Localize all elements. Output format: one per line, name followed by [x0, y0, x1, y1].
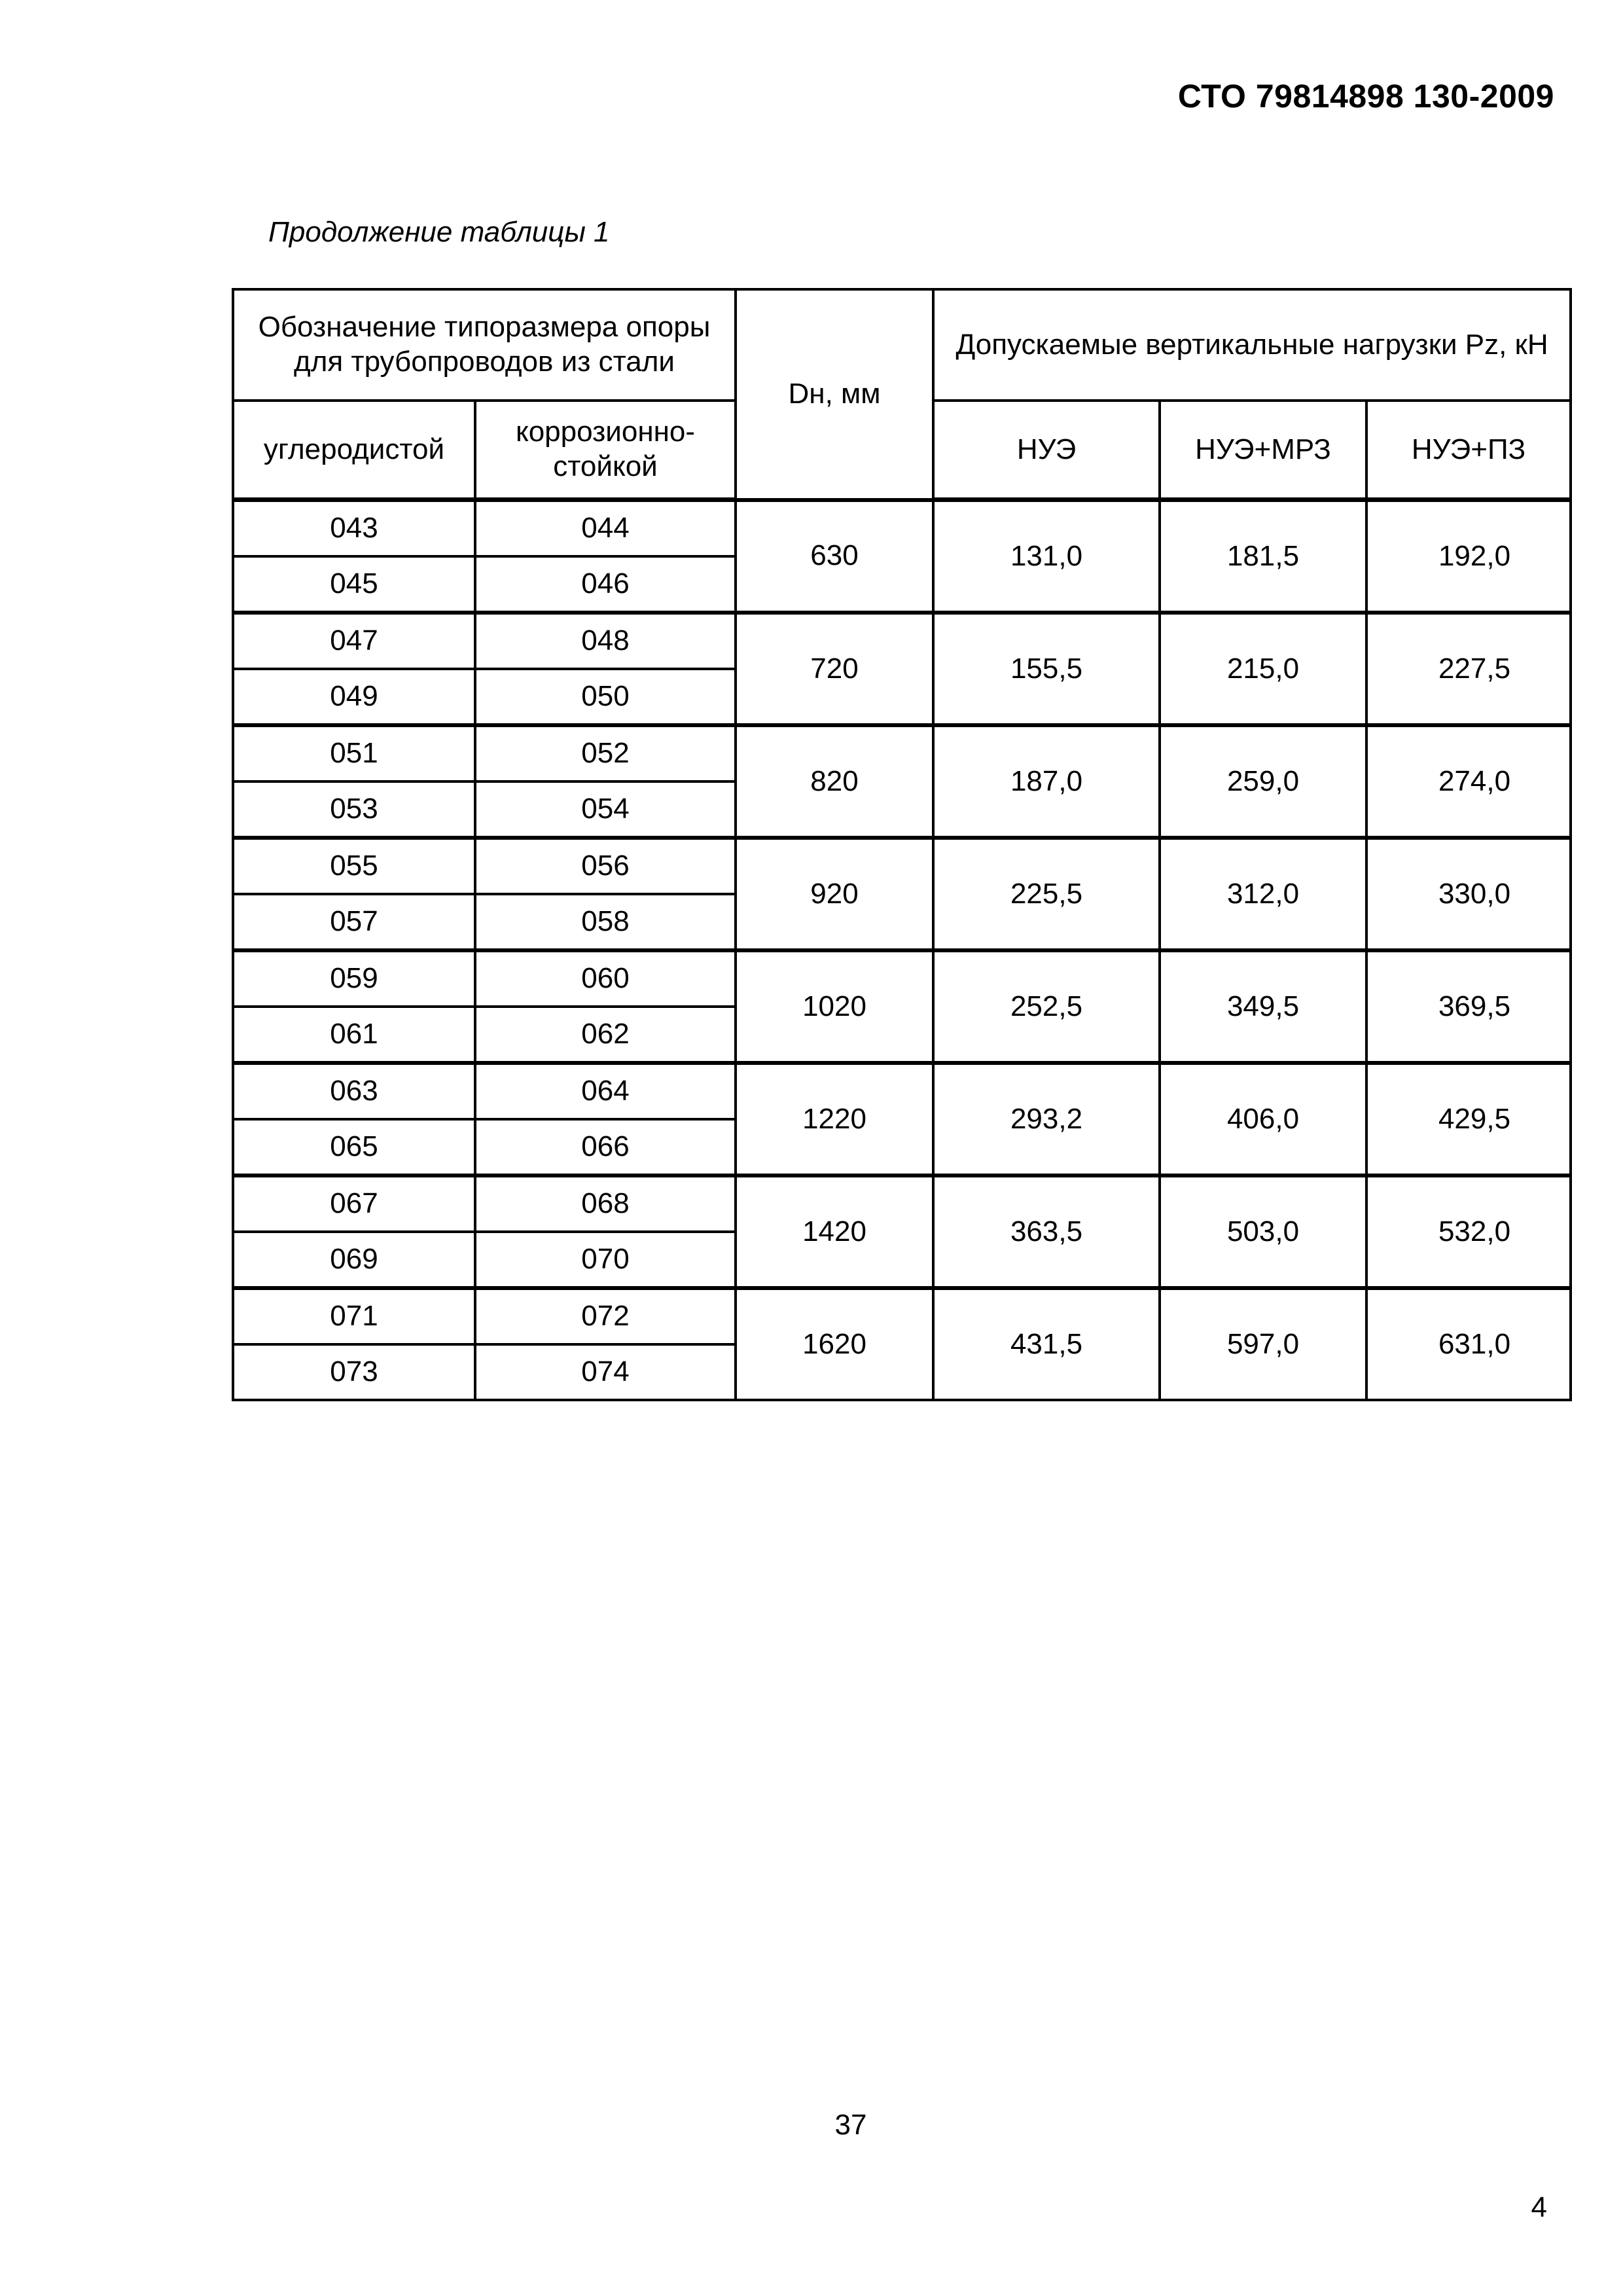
table-caption: Продолжение таблицы 1 — [268, 216, 610, 248]
cell-carbon-designation: 067 — [233, 1175, 475, 1232]
cell-carbon-designation: 057 — [233, 894, 475, 950]
cell-nue-mrz-value: 597,0 — [1226, 1327, 1300, 1360]
cell-nue-value: 155,5 — [1010, 652, 1083, 685]
cell-nue-value: 131,0 — [1010, 539, 1083, 572]
table-row — [233, 725, 1571, 781]
cell-nue-mrz-value: 503,0 — [1226, 1215, 1300, 1247]
cell-nue-mrz-value: 259,0 — [1226, 764, 1300, 797]
load-table — [232, 288, 1572, 1401]
cell-diameter-value: 1020 — [802, 990, 866, 1022]
cell-nue-mrz-value: 312,0 — [1226, 877, 1300, 910]
cell-nue — [933, 1288, 1160, 1400]
cell-nue-mrz — [1160, 725, 1366, 838]
cell-carbon-designation: 049 — [233, 669, 475, 725]
table-row — [233, 838, 1571, 894]
table-row — [233, 1063, 1571, 1119]
cell-stainless-designation: 054 — [475, 781, 736, 838]
cell-stainless-designation: 068 — [475, 1175, 736, 1232]
cell-diameter — [736, 500, 933, 613]
cell-nue-mrz — [1160, 500, 1366, 613]
cell-stainless-designation: 044 — [475, 500, 736, 557]
header-stainless-steel: коррозионно-стойкой — [475, 401, 736, 500]
cell-nue-value: 225,5 — [1010, 877, 1083, 910]
cell-stainless-designation: 060 — [475, 950, 736, 1007]
table-row — [233, 1288, 1571, 1344]
cell-nue-value: 187,0 — [1010, 764, 1083, 797]
cell-nue — [933, 500, 1160, 613]
header-diameter: Dн, мм — [736, 289, 933, 500]
cell-nue-mrz-value: 181,5 — [1226, 539, 1300, 572]
cell-nue — [933, 950, 1160, 1063]
cell-nue-mrz-value: 215,0 — [1226, 652, 1300, 685]
table-row — [233, 500, 1571, 557]
header-loads: Допускаемые вертикальные нагрузки Pz, кН — [933, 289, 1571, 401]
cell-nue-pz-value: 192,0 — [1438, 539, 1511, 572]
header-designation: Обозначение типоразмера опоры для трубопроводов из стали — [233, 289, 736, 401]
cell-diameter — [736, 1288, 933, 1400]
table-body — [233, 500, 1571, 1401]
cell-nue-value: 252,5 — [1010, 990, 1083, 1022]
cell-carbon-designation: 069 — [233, 1232, 475, 1288]
header-nue-pz: НУЭ+ПЗ — [1366, 401, 1571, 500]
table-row — [233, 1175, 1571, 1232]
cell-nue-pz-value: 330,0 — [1438, 877, 1511, 910]
cell-nue — [933, 613, 1160, 725]
cell-diameter — [736, 725, 933, 838]
cell-nue-pz — [1366, 1288, 1571, 1400]
cell-carbon-designation: 073 — [233, 1344, 475, 1400]
cell-carbon-designation: 055 — [233, 838, 475, 894]
cell-nue-pz — [1366, 838, 1571, 950]
cell-nue — [933, 1175, 1160, 1288]
cell-carbon-designation: 047 — [233, 613, 475, 669]
cell-nue-value: 431,5 — [1010, 1327, 1083, 1360]
header-nue-mrz: НУЭ+МРЗ — [1160, 401, 1366, 500]
cell-stainless-designation: 046 — [475, 556, 736, 613]
cell-nue-pz — [1366, 500, 1571, 613]
header-nue: НУЭ — [933, 401, 1160, 500]
cell-diameter — [736, 1063, 933, 1175]
cell-nue — [933, 838, 1160, 950]
cell-nue-mrz — [1160, 950, 1366, 1063]
cell-carbon-designation: 059 — [233, 950, 475, 1007]
cell-nue-value: 293,2 — [1010, 1102, 1083, 1135]
cell-diameter — [736, 613, 933, 725]
cell-diameter-value: 720 — [810, 652, 859, 685]
sheet-number: 4 — [1531, 2191, 1547, 2223]
header-carbon-steel: углеродистой — [233, 401, 475, 500]
cell-stainless-designation: 056 — [475, 838, 736, 894]
cell-nue-mrz-value: 406,0 — [1226, 1102, 1300, 1135]
cell-nue-pz — [1366, 1063, 1571, 1175]
cell-stainless-designation: 062 — [475, 1007, 736, 1063]
cell-nue-mrz — [1160, 838, 1366, 950]
cell-stainless-designation: 064 — [475, 1063, 736, 1119]
cell-nue-mrz — [1160, 613, 1366, 725]
cell-nue-pz-value: 532,0 — [1438, 1215, 1511, 1247]
cell-stainless-designation: 066 — [475, 1119, 736, 1175]
cell-stainless-designation: 074 — [475, 1344, 736, 1400]
cell-carbon-designation: 053 — [233, 781, 475, 838]
cell-stainless-designation: 048 — [475, 613, 736, 669]
cell-stainless-designation: 058 — [475, 894, 736, 950]
cell-carbon-designation: 043 — [233, 500, 475, 557]
cell-nue-pz-value: 274,0 — [1438, 764, 1511, 797]
cell-nue-pz — [1366, 1175, 1571, 1288]
cell-stainless-designation: 072 — [475, 1288, 736, 1344]
cell-nue-pz — [1366, 613, 1571, 725]
cell-stainless-designation: 050 — [475, 669, 736, 725]
cell-nue-pz-value: 429,5 — [1438, 1102, 1511, 1135]
cell-nue — [933, 1063, 1160, 1175]
cell-nue-pz-value: 369,5 — [1438, 990, 1511, 1022]
cell-nue — [933, 725, 1160, 838]
cell-diameter — [736, 1175, 933, 1288]
cell-diameter-value: 630 — [810, 539, 859, 572]
cell-nue-pz — [1366, 725, 1571, 838]
cell-nue-pz-value: 631,0 — [1438, 1327, 1511, 1360]
document-code: СТО 79814898 130-2009 — [1177, 78, 1554, 115]
cell-nue-mrz — [1160, 1063, 1366, 1175]
cell-diameter-value: 1620 — [802, 1327, 866, 1360]
cell-nue-mrz-value: 349,5 — [1226, 990, 1300, 1022]
cell-diameter-value: 1420 — [802, 1215, 866, 1247]
cell-carbon-designation: 071 — [233, 1288, 475, 1344]
cell-stainless-designation: 052 — [475, 725, 736, 781]
cell-nue-pz-value: 227,5 — [1438, 652, 1511, 685]
cell-carbon-designation: 061 — [233, 1007, 475, 1063]
cell-diameter-value: 1220 — [802, 1102, 866, 1135]
cell-nue-mrz — [1160, 1288, 1366, 1400]
cell-carbon-designation: 051 — [233, 725, 475, 781]
cell-carbon-designation: 065 — [233, 1119, 475, 1175]
cell-nue-value: 363,5 — [1010, 1215, 1083, 1247]
cell-nue-mrz — [1160, 1175, 1366, 1288]
cell-carbon-designation: 045 — [233, 556, 475, 613]
cell-diameter-value: 820 — [810, 764, 859, 797]
cell-diameter — [736, 950, 933, 1063]
cell-carbon-designation: 063 — [233, 1063, 475, 1119]
table-row — [233, 950, 1571, 1007]
page-number: 37 — [834, 2109, 867, 2141]
cell-stainless-designation: 070 — [475, 1232, 736, 1288]
cell-nue-pz — [1366, 950, 1571, 1063]
table-row — [233, 613, 1571, 669]
cell-diameter — [736, 838, 933, 950]
cell-diameter-value: 920 — [810, 877, 859, 910]
